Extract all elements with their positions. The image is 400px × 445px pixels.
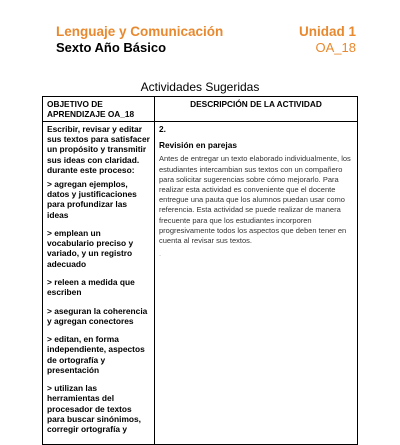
objective-item: > releen a medida que escriben xyxy=(47,277,135,298)
page-title: Actividades Sugeridas xyxy=(140,80,260,94)
objective-item: > utilizan las herramientas del procesador de textos para buscar sinónimos, corregir ortografía y xyxy=(47,383,142,435)
unit-label: Unidad 1 xyxy=(298,24,356,39)
table-row xyxy=(43,122,358,445)
activities-table xyxy=(42,96,358,445)
activity-trailing-mark: . xyxy=(159,249,162,259)
description-column-header: DESCRIPCIÓN DE LA ACTIVIDAD xyxy=(155,97,358,122)
objective-item: > agregan ejemplos, datos y justificaciones para profundizar las ideas xyxy=(47,179,137,220)
activity-number: 2. xyxy=(159,124,166,134)
activity-title: Revisión en parejas xyxy=(159,140,237,151)
objective-item: > aseguran la coherencia y agregan conectores xyxy=(47,305,148,326)
objective-column-header: OBJETIVO DE APRENDIZAJE OA_18 xyxy=(43,97,155,122)
header-right xyxy=(299,24,356,56)
objective-cell xyxy=(43,122,155,445)
description-cell xyxy=(155,122,358,445)
grade-title: Sexto Año Básico xyxy=(56,40,167,55)
objective-item: > emplean un vocabulario preciso y variado, y un registro adecuado xyxy=(47,228,134,269)
objective-code: OA_18 xyxy=(315,40,356,55)
table-header-row xyxy=(43,97,358,122)
activity-description: Antes de entregar un texto elaborado individualmente, los estudiantes intercambian sus textos con un compañero para solicitar sugerencias sobre cómo mejorarlo. Para realizar esta actividad es conveniente que el docente entregue una pauta que los alumnos puedan usar como referencia. Esta actividad se puede realizar de manera frecuente para que los estudiantes incorporen progresivamente todos los aspectos que deben tener en cuenta al revisar sus textos. xyxy=(159,154,351,246)
objective-intro: Escribir, revisar y editar sus textos para satisfacer un propósito y transmitir sus ideas con claridad. durante este proceso: xyxy=(47,124,150,175)
header-left xyxy=(56,24,223,56)
page-header xyxy=(56,24,356,58)
subject-title: Lenguaje y Comunicación xyxy=(56,24,224,39)
objective-item: > editan, en forma independiente, aspectos de ortografía y presentación xyxy=(47,334,145,375)
